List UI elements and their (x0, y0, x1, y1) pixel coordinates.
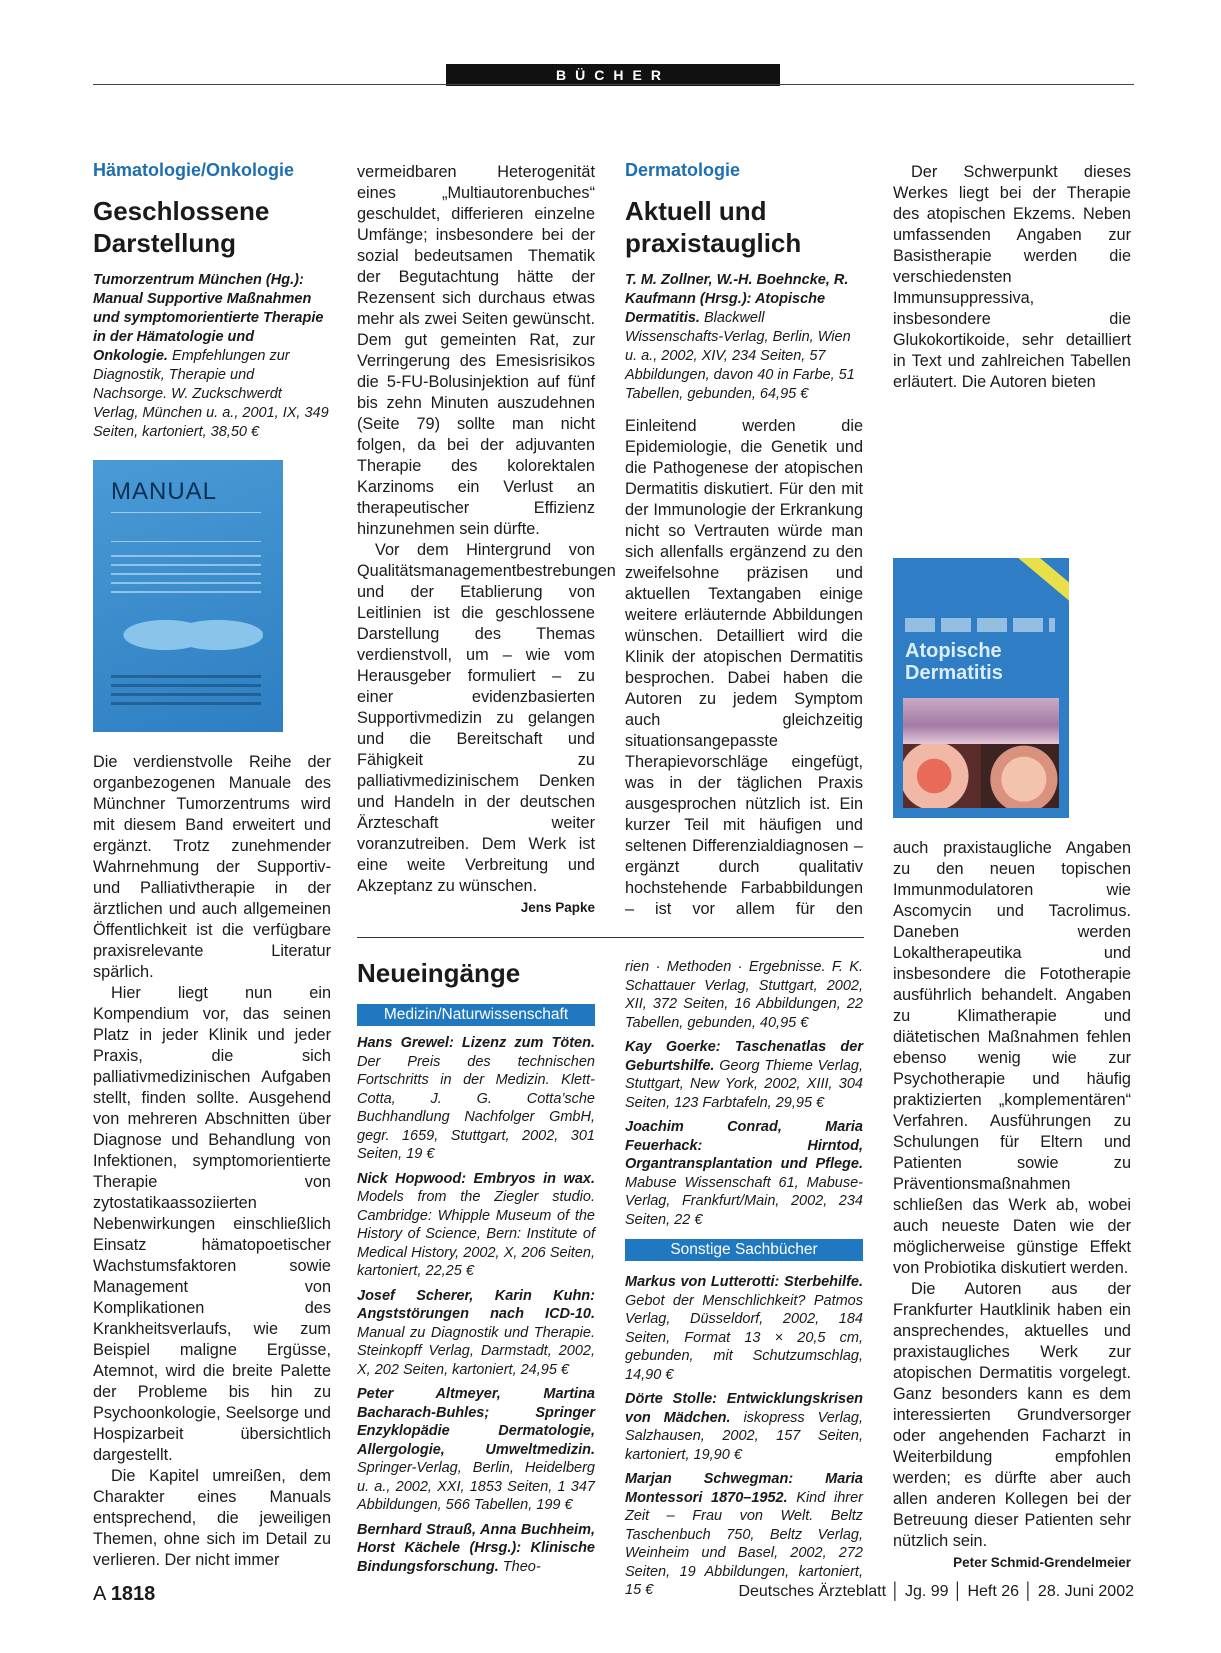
review1-body-col2 (357, 162, 616, 918)
review2-paragraph: auch praxistaugliche Angaben zu den neuen topischen Immunmodulatoren wie Ascomycin und Tacrolimus. Daneben werden Lokaltherapeutika und insbesondere die Fototherapie ausführlich behandelt. Angaben zu Klimatherapie und diätetischen Maßnahmen fehlen ebenso wenig wie zur Psychotherapie und häufig praktizierten „komplementären“ Verfahren. Ausführungen zu Schulungen für Eltern und Patienten sowie zu Präventionsmaßnahmen schließen das Werk ab, wobei auch neueste Daten wie der möglicherweise günstige Effekt von Probiotika diskutiert werden. (893, 839, 1131, 1277)
neueingang-entry: Bernhard Strauß, Anna Buchheim, Horst Kächele (Hrsg.): Klinische Bindungsforschung. Theo- (357, 1521, 595, 1575)
review2-author: Peter Schmid-Grendelmeier (953, 1555, 1131, 1570)
review1-paragraph: vermeidbaren Heterogenität eines „Multiautorenbuches“ geschuldet, differieren einzelne Umfänge; insbesondere bei der sozial bedeutsamen Thematik der Begutachtung hätte der Rezensent sich durchaus etwas mehr als zwei Seiten gewünscht. Dem gut gemeinten Rat, zur Verringerung des Emesisrisikos die 5-FU-Bolusinjektion auf fünf bis zehn Minuten auszudehnen (Seite 79) sollte man nicht folgen, da bei der adjuvanten Therapie des kolorektalen Karzinoms ein Verlust an therapeutischer Effizienz hinzunehmen sein dürfte. (357, 163, 595, 538)
neueingang-entry: Markus von Lutterotti: Sterbehilfe. Gebot der Menschlichkeit? Patmos Verlag, Düsseldorf, 2002, 184 Seiten, Format 13 × 20,5 cm, gebunden, mit Schutzumschlag, 14,90 € (625, 1274, 863, 1383)
review2-paragraph: Der Schwerpunkt dieses Werkes liegt bei der Therapie des atopischen Ekzems. Neben umfassenden Angaben zur Basistherapie werden die verschiedensten Immunsuppressiva, insbesondere die Glukokortikoide, sehr detailliert in Text und zahlreichen Tabellen erläutert. Die Autoren bieten (893, 163, 1131, 391)
review1-body-col1 (93, 752, 331, 1571)
cover-patient-photo-left (903, 744, 981, 808)
neueingang-entry: Nick Hopwood: Embryos in wax. Models from the Ziegler studio. Cambridge: Whipple Museum of the History of Science, Bern: Institute of Medical History, 2002, X, 206 Seiten, kartoniert, 22,25 € (357, 1170, 595, 1279)
review2-title: Aktuell und praxistauglich (625, 196, 802, 258)
review1-paragraph: Hier liegt nun ein Kompendium vor, das seinen Platz in jeder Klinik und jeder Praxis, die sich palliativmedizinischen Aufgaben stellt, finden sollte. Ausgehend von mehreren Abschnitten über Diagnose und Behandlung von Infektionen, symptomorientierte Therapie von zytostatikaassoziierten Nebenwirkungen einschließlich Einsatz hämatopoetischer Wachstumsfaktoren sowie Management von Komplikationen des Krankheitsverlaufs, wie zum Beispiel maligne Ergüsse, Atemnot, wird die breite Palette der Probleme bis hin zu Psychoonkologie, Seelsorge und Hospizarbeit übersichtlich dargestellt. (93, 984, 331, 1464)
review2-category: Dermatologie (625, 160, 741, 180)
journal-info: Deutsches Ärzteblatt │ Jg. 99 │ Heft 26 │ 28. Juni 2002 (738, 1583, 1134, 1600)
neueingang-entry: Josef Scherer, Karin Kuhn: Angststörungen nach ICD-10. Manual zu Diagnostik und Therapie. Steinkopff Verlag, Darmstadt, 2002, X, 202 Seiten, kartoniert, 24,95 € (357, 1287, 595, 1378)
cover-figure-illustration (113, 600, 263, 670)
review2-body-col4 (893, 162, 1131, 393)
cover-bottom-text (111, 675, 261, 711)
review2-body-col4b (893, 838, 1131, 1573)
review2-column (625, 160, 863, 424)
neueingang-entry: Dörte Stolle: Entwicklungskrisen von Mädchen. iskopress Verlag, Salzhausen, 2002, 157 Seiten, kartoniert, 19,90 € (625, 1391, 863, 1463)
cover-histology-image (903, 698, 1059, 744)
neueingang-entry: Marjan Schwegman: Maria Montessori 1870–1952. Kind ihrer Zeit – Frau von Welt. Beltz Taschenbuch 750, Beltz Verlag, Weinheim und Basel, 2002, 272 Seiten, 19 Abbildungen, kartoniert, 15 € (625, 1471, 863, 1598)
neueingaenge-col2 (625, 958, 863, 1606)
review1-reference (93, 271, 331, 442)
cover-corner-banner (1012, 558, 1069, 604)
neueingang-entry: Joachim Conrad, Maria Feuerhack: Hirntod, Organtransplantation und Pflege. Mabuse Wissenschaft 61, Mabuse-Verlag, Frankfurt/Main, 2002, 234 Seiten, 22 € (625, 1119, 863, 1228)
review2-reference: T. M. Zollner, W.-H. Boehncke, R. Kaufmann (Hrsg.): Atopische Dermatitis. Blackwell Wissenschafts-Verlag, Berlin, Wien u. a., 2002, XIV, 234 Seiten, 57 Abbildungen, davon 40 in Farbe, 51 Tabellen, gebunden, 64,95 € (625, 272, 855, 402)
neueingang-entry: rien · Methoden · Ergebnisse. F. K. Schattauer Verlag, Stuttgart, 2002, XII, 372 Seiten, 16 Abbildungen, 22 Tabellen, gebunden, 40,95 € (625, 959, 863, 1031)
review1-category: Hämatologie/Onkologie (93, 160, 295, 180)
neueingaenge-title: Neueingänge (357, 958, 521, 988)
review2-paragraph: Einleitend werden die Epidemiologie, die Genetik und die Pathogenese der atopischen Dermatitis diskutiert. Für den mit der Immunologie der Erkrankung nicht so Vertrauten würde man sich allenfalls ergänzend zu den zweifelsohne präzisen und aktuellen Textangaben einige weitere erläuternde Abbildungen wünschen. Detailliert wird die Klinik der atopischen Dermatitis besprochen. Dabei haben die Autoren zu jedem Symptom auch gleichzeitig situationsangepasste Therapievorschläge eingefügt, was in der täglichen Praxis ausgesprochen nützlich ist. Ein kurzer Teil mit häufigen und seltenen Differenzialdiagnosen – ergänzt durch qualitativ hochstehende Farbabbildungen – ist vor allem für den (625, 417, 863, 916)
review1-title: Geschlossene Darstellung (93, 196, 270, 258)
neueingaenge-col1 (357, 1004, 595, 1582)
header-rule (93, 84, 1134, 85)
review2-paragraph: Die Autoren aus der Frankfurter Hautklinik haben ein ansprechendes, aktuelles und praxistaugliches Werk zur atopischen Dermatitis vorgelegt. Ganz besonders kann es dem interessierten Grundversorger oder angehenden Facharzt in Weiterbildung empfohlen werden; es dürfte aber auch allen anderen Kollegen bei der Betreuung dieser Patienten sehr nützlich sein. (893, 1280, 1131, 1550)
cover-text-lines (111, 555, 261, 595)
category-bar-medizin: Medizin/Naturwissenschaft (357, 1004, 595, 1026)
review1-column (93, 160, 331, 442)
neueingang-entry: Peter Altmeyer, Martina Bacharach-Buhles; Springer Enzyklopädie Dermatologie, Allergologie, Umweltmedizin. Springer-Verlag, Berlin, Heidelberg u. a., 2002, XXI, 1853 Seiten, 1 347 Abbildungen, 566 Tabellen, 199 € (357, 1386, 595, 1513)
atopische-dermatitis-book-cover (893, 558, 1069, 818)
review2-body-col3 (625, 416, 863, 916)
cover-authors-line (905, 618, 1055, 632)
neueingaenge-rule (357, 937, 864, 938)
review1-paragraph: Die verdienstvolle Reihe der organbezogenen Manuale des Münchner Tumorzentrums wird mit diesem Band erweitert und ergänzt. Trotz zunehmender Wahrnehmung der Supportiv- und Palliativtherapie in der ärztlichen und auch allgemeinen Öffentlichkeit ist die verfügbare praxisrelevante Literatur spärlich. (93, 753, 331, 981)
review1-ref-rest: Empfehlungen zur Diagnostik, Therapie und Nachsorge. W. Zuckschwerdt Verlag, München u. a., 2001, IX, 349 Seiten, kartoniert, 38,50 € (93, 348, 329, 440)
review1-author: Jens Papke (520, 900, 595, 915)
review1-ref-bold: Tumorzentrum München (Hg.): Manual Supportive Maßnahmen und symptomorientierte Therapie in der Hämatologie und Onkologie. (93, 272, 324, 364)
cover-title: MANUAL (111, 478, 218, 505)
cover-patient-photo-right (981, 744, 1059, 808)
review1-paragraph: Die Kapitel umreißen, dem Charakter eines Manuals entsprechend, die jeweiligen Themen, ohne sich im Detail zu verlieren. Der nicht immer (93, 1467, 331, 1569)
cover2-title: Atopische Dermatitis (905, 640, 1003, 684)
neueingang-entry: Kay Goerke: Taschenatlas der Geburtshilfe. Georg Thieme Verlag, Stuttgart, New York, 2002, XIII, 304 Seiten, 123 Farbtafeln, 29,95 € (625, 1039, 863, 1111)
review1-paragraph: Vor dem Hintergrund von Qualitätsmanagementbestrebungen und der Etablierung von Leitlinien ist die geschlossene Darstellung des Themas verdienstvoll, um – wie vom Herausgeber formuliert – zu einer evidenzbasierten Supportivmedizin zu gelangen und die Bereitschaft und Fähigkeit zu palliativmedizinischem Denken und Handeln in der deutschen Ärzteschaft weiter voranzutreiben. Dem Werk ist eine weite Verbreitung und Akzeptanz zu wünschen. (357, 541, 616, 895)
page-number: A 1818 (93, 1583, 156, 1605)
category-bar-sachbuecher: Sonstige Sachbücher (625, 1239, 863, 1261)
section-header: BÜCHER (446, 64, 780, 86)
manual-book-cover (93, 460, 283, 732)
cover-subtitle-lines (111, 512, 261, 542)
neueingang-entry: Hans Grewel: Lizenz zum Töten. Der Preis des technischen Fortschritts in der Medizin. Klett-Cotta, J. G. Cotta’sche Buchhandlung Nachfolger GmbH, gegr. 1659, Stuttgart, 2002, 301 Seiten, 19 € (357, 1035, 595, 1162)
